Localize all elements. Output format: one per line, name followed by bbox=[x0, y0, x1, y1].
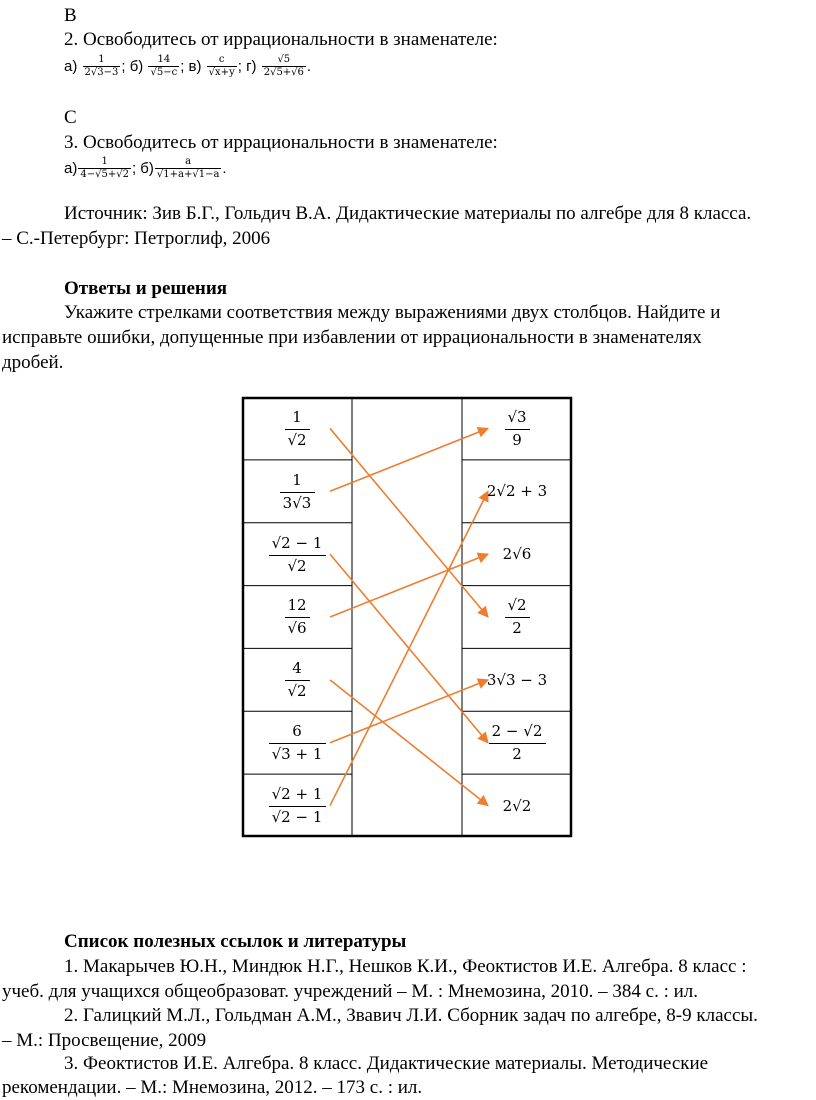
section-b-task: 2. Освободитесь от иррациональности в знаменателе: bbox=[64, 29, 498, 50]
fraction-bar bbox=[269, 555, 326, 556]
left-numerator: 1 bbox=[292, 407, 302, 426]
answers-text-3: дробей. bbox=[2, 352, 64, 373]
section-c-items: а) $\frac{1}{4-√5+√2}$ ; б) $\frac{a}{√1+a+√1-a}$ . bbox=[64, 156, 227, 180]
item-label: в) bbox=[188, 58, 202, 75]
left-denominator: 3√3 bbox=[282, 493, 312, 512]
right-numerator: √2 bbox=[507, 596, 527, 615]
left-denominator: √3 + 1 bbox=[271, 745, 323, 764]
right-cell-2 bbox=[462, 460, 572, 523]
fraction-bar bbox=[269, 743, 326, 744]
left-denominator: √6 bbox=[287, 619, 307, 638]
left-numerator: 1 bbox=[292, 470, 302, 489]
fraction: $\frac{14}{√5-c}$ bbox=[150, 54, 178, 78]
left-denominator: √2 bbox=[287, 682, 307, 701]
answers-heading: Ответы и решения bbox=[64, 278, 228, 299]
fraction: $\frac{a}{√1+a+√1-a}$ bbox=[156, 156, 220, 180]
fraction: $\frac{1}{4-√5+√2}$ bbox=[80, 156, 129, 180]
right-expression: 3√3 − 3 bbox=[486, 670, 548, 689]
item-label: а) bbox=[64, 160, 78, 177]
reference-2-line-1: 2. Галицкий М.Л., Гольдман А.М., Звавич Л.И. Сборник задач по алгебре, 8-9 классы. bbox=[64, 1005, 758, 1026]
left-cell-3 bbox=[242, 523, 352, 586]
right-numerator: 2 − √2 bbox=[491, 722, 543, 741]
right-denominator: 9 bbox=[512, 430, 522, 449]
source-line-2: – С.-Петербург: Петроглиф, 2006 bbox=[2, 228, 271, 249]
section-b-items: а) $\frac{1}{2√3-3}$ ; б) $\frac{14}{√5-c}$ ; в) $\frac{c}{√x+y}$ ; г) $\frac{√5}{2√5+√6}$ . bbox=[64, 54, 312, 78]
reference-2-line-2: – М.: Просвещение, 2009 bbox=[2, 1030, 207, 1051]
right-numerator: √3 bbox=[507, 407, 527, 426]
answers-text-2: исправьте ошибки, допущенные при избавлении от иррациональности в знаменателях bbox=[2, 327, 702, 348]
answers-text-1: Укажите стрелками соответствия между выражениями двух столбцов. Найдите и bbox=[64, 302, 721, 323]
left-cell-1 bbox=[242, 397, 352, 460]
fraction: $\frac{1}{2√3-3}$ bbox=[84, 54, 119, 78]
left-numerator: 12 bbox=[287, 596, 307, 615]
right-cell-6 bbox=[462, 711, 572, 774]
right-cell-1 bbox=[462, 397, 572, 460]
fraction-bar bbox=[280, 492, 315, 493]
right-expression: 2√6 bbox=[502, 545, 532, 564]
fraction-bar bbox=[489, 743, 546, 744]
left-numerator: √2 − 1 bbox=[271, 533, 323, 552]
right-cell-4 bbox=[462, 586, 572, 649]
fraction-bar bbox=[285, 680, 310, 681]
reference-1-line-1: 1. Макарычев Ю.Н., Миндюк Н.Г., Нешков К.И., Феоктистов И.Е. Алгебра. 8 класс : bbox=[64, 956, 747, 977]
left-cell-7 bbox=[242, 774, 352, 837]
section-c-letter: С bbox=[64, 107, 77, 128]
left-denominator: √2 bbox=[287, 556, 307, 575]
item-label: а) bbox=[64, 58, 78, 75]
reference-3-line-1: 3. Феоктистов И.Е. Алгебра. 8 класс. Дидактические материалы. Методические bbox=[64, 1053, 709, 1074]
item-label: г) bbox=[246, 58, 257, 75]
left-numerator: 4 bbox=[292, 659, 302, 678]
section-c-task: 3. Освободитесь от иррациональности в знаменателе: bbox=[64, 132, 498, 153]
right-expression: 2√2 + 3 bbox=[486, 482, 548, 501]
right-denominator: 2 bbox=[512, 619, 522, 638]
reference-1-line-2: учеб. для учащихся общеобразоват. учреждений – М. : Мнемозина, 2010. – 384 с. : ил. bbox=[2, 981, 699, 1002]
left-denominator: √2 − 1 bbox=[271, 808, 323, 827]
left-cell-6 bbox=[242, 711, 352, 774]
matching-table bbox=[242, 397, 572, 837]
right-cell-3 bbox=[462, 523, 572, 586]
item-label: б) bbox=[140, 160, 154, 177]
source-line-1: Источник: Зив Б.Г., Гольдич В.А. Дидактические материалы по алгебре для 8 класса. bbox=[64, 203, 752, 224]
fraction-bar bbox=[505, 617, 530, 618]
right-denominator: 2 bbox=[512, 745, 522, 764]
fraction: $\frac{√5}{2√5+√6}$ bbox=[263, 54, 304, 78]
left-cell-5 bbox=[242, 648, 352, 711]
fraction-bar bbox=[269, 806, 326, 807]
item-label: б) bbox=[129, 58, 144, 75]
left-numerator: 6 bbox=[292, 722, 302, 741]
right-expression: 2√2 bbox=[502, 796, 532, 815]
section-b-letter: В bbox=[64, 5, 77, 26]
fraction-bar bbox=[285, 617, 310, 618]
reference-3-line-2: рекомендации. – М.: Мнемозина, 2012. – 173 с. : ил. bbox=[2, 1077, 423, 1098]
right-cell-5 bbox=[462, 648, 572, 711]
fraction-bar bbox=[285, 429, 310, 430]
left-cell-4 bbox=[242, 586, 352, 649]
fraction-bar bbox=[505, 429, 530, 430]
left-cell-2 bbox=[242, 460, 352, 523]
left-numerator: √2 + 1 bbox=[271, 785, 323, 804]
right-cell-7 bbox=[462, 774, 572, 837]
references-heading: Список полезных ссылок и литературы bbox=[64, 931, 407, 952]
left-denominator: √2 bbox=[287, 430, 307, 449]
fraction: $\frac{c}{√x+y}$ bbox=[208, 54, 235, 78]
